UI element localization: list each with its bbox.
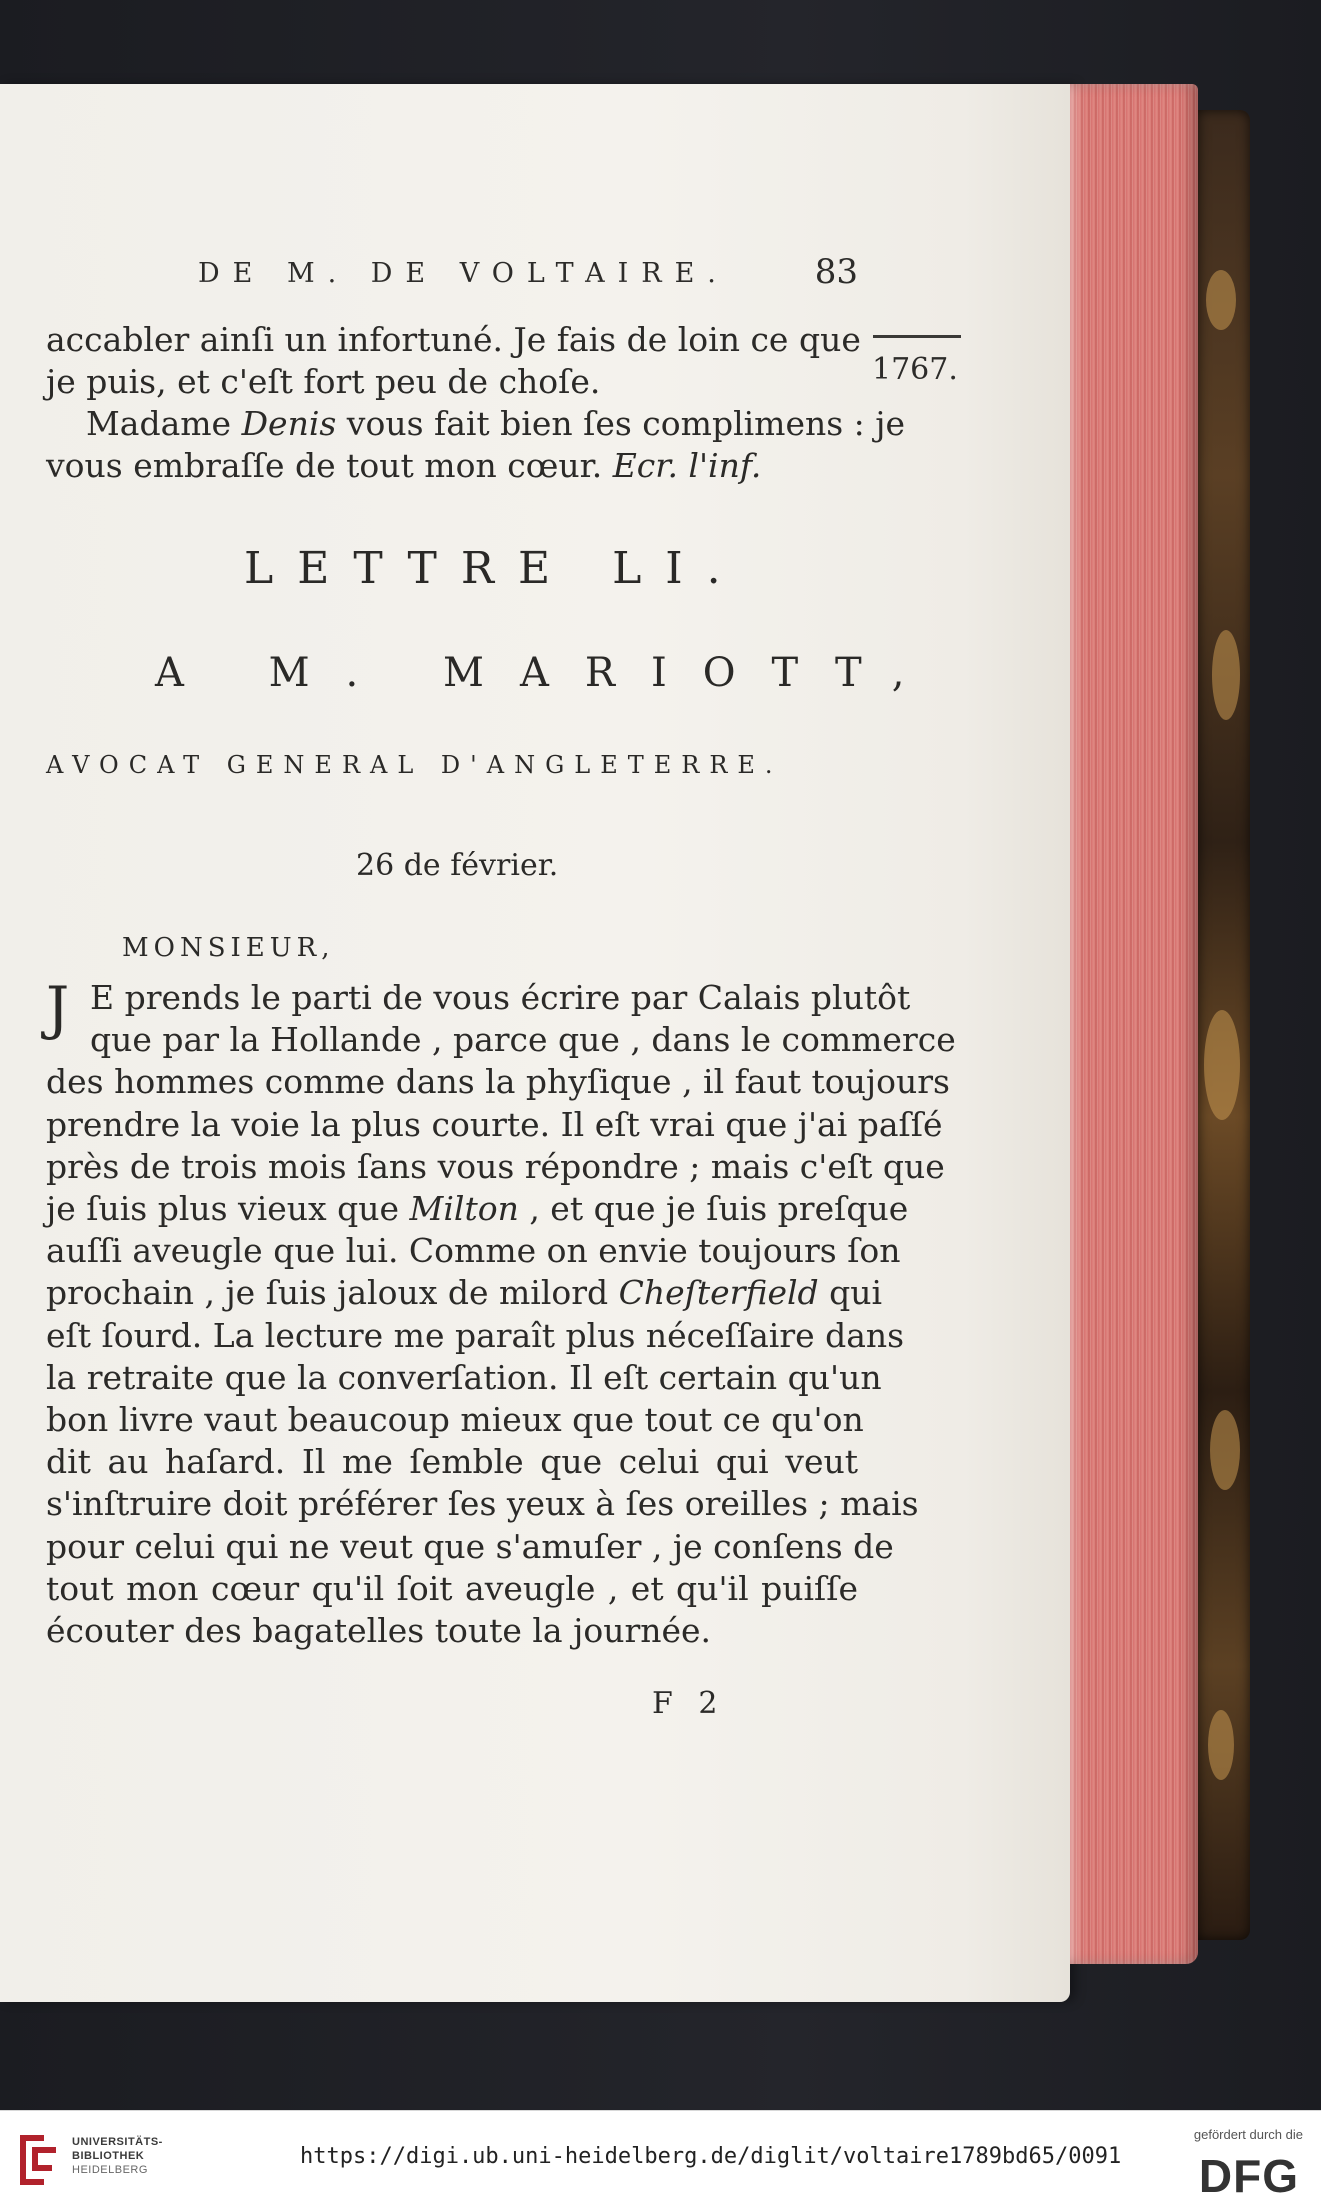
catchword: F 2 [652, 1686, 726, 1721]
library-logo-icon [14, 2131, 62, 2189]
viewer-footer [0, 2110, 1321, 2210]
body-line: tout mon cœur qu'il ſoit aveugle , et qu'il puiſſe [46, 1568, 858, 1608]
closing-line-2 [46, 446, 858, 486]
closing-line [46, 404, 906, 444]
body-line: dit au haſard. Il me ſemble que celui qui veut [46, 1442, 858, 1482]
cover-mottle [1204, 1010, 1240, 1120]
recipient-heading: A M. MARIOTT, [155, 650, 941, 696]
library-line-1: UNIVERSITÄTS- [72, 2136, 163, 2148]
body-line: près de trois mois ſans vous répondre ; mais c'eſt que [46, 1146, 945, 1186]
body-line: eſt ſourd. La lecture me paraît plus néceſſaire dans [46, 1315, 905, 1355]
closing-signoff: Ecr. l'inf. [612, 446, 762, 485]
letter-heading: LETTRE LI. [244, 543, 745, 594]
book-cover [1198, 110, 1250, 1940]
salutation: MONSIEUR, [122, 933, 335, 963]
text-line: je puis, et c'eſt fort peu de choſe. [46, 362, 601, 401]
library-name [72, 2135, 163, 2177]
running-head-title: DE M. DE VOLTAIRE. [198, 258, 729, 289]
closing-name: Denis [241, 404, 337, 443]
body-line: auſſi aveugle que lui. Comme on envie toujours ſon [46, 1231, 901, 1271]
body-line: prochain , je ſuis jaloux de milord Cheſterfield qui [46, 1273, 883, 1313]
closing-line2-text: vous embraſſe de tout mon cœur. [46, 446, 613, 485]
funder-label: gefördert durch die [1193, 2127, 1303, 2142]
permalink-url[interactable]: https://digi.ub.uni-heidelberg.de/diglit/voltaire1789bd65/0091 [300, 2144, 1122, 2169]
recipient-title: AVOCAT GENERAL D'ANGLETERRE. [46, 751, 783, 779]
body-line: la retraite que la converſation. Il eſt certain qu'un [46, 1357, 882, 1397]
dateline: 26 de février. [356, 848, 559, 883]
italic-name: Milton [409, 1189, 519, 1228]
dfg-logo: DFG [1198, 2150, 1299, 2202]
drop-cap: J [46, 974, 70, 1042]
body-line: s'inſtruire doit préférer ſes yeux à ſes oreilles ; mais [46, 1484, 919, 1524]
cover-mottle [1212, 630, 1240, 720]
body-line: prendre la voie la plus courte. Il eſt vrai que j'ai paſſé [46, 1104, 943, 1144]
library-line-3: HEIDELBERG [72, 2164, 148, 2176]
cover-mottle [1206, 270, 1236, 330]
body-line: E prends le parti de vous écrire par Calais plutôt [90, 978, 911, 1017]
body-line: je ſuis plus vieux que Milton , et que je ſuis preſque [46, 1189, 909, 1228]
closing-prefix: Madame [86, 404, 242, 443]
body-line: pour celui qui ne veut que s'amuſer , je conſens de [46, 1526, 894, 1566]
closing-rest: vous fait bien ſes complimens : je [336, 404, 906, 443]
page-edges [1070, 84, 1198, 1964]
cover-mottle [1210, 1410, 1240, 1490]
page-number: 83 [814, 252, 858, 292]
running-head [198, 252, 858, 298]
body-line: des hommes comme dans la phyſique , il faut toujours [46, 1062, 950, 1102]
italic-name: Cheſterfield [618, 1273, 819, 1313]
cover-mottle [1208, 1710, 1234, 1780]
margin-year: 1767. [872, 352, 958, 387]
body-line: que par la Hollande , parce que , dans le commerce [90, 1020, 956, 1060]
body-line: bon livre vaut beaucoup mieux que tout ce qu'on [46, 1400, 864, 1439]
body-line: écouter des bagatelles toute la journée. [46, 1611, 712, 1650]
library-line-2: BIBLIOTHEK [72, 2150, 145, 2162]
margin-rule [873, 335, 961, 338]
text-line: accabler ainſi un infortuné. Je fais de loin ce que [46, 320, 861, 359]
